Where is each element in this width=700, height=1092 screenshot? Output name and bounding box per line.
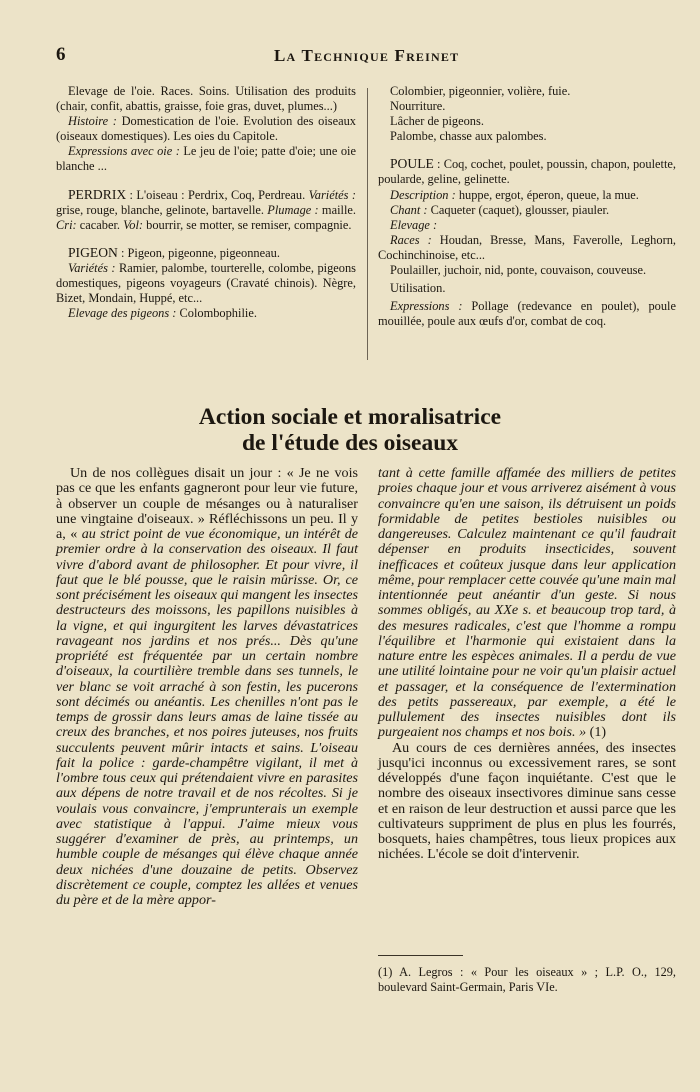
glossary-text: Domestication de l'oie. Evolution des oiseaux (oiseaux domestiques). Les oies du Capitole. bbox=[56, 114, 356, 144]
glossary-label: Variétés : bbox=[68, 260, 116, 275]
glossary-text: Houdan, Bresse, Mans, Faverolle, Leghorn, Cochinchinoise, etc... bbox=[378, 232, 676, 262]
glossary-label: Vol: bbox=[123, 217, 144, 232]
glossary-text: Lâcher de pigeons. bbox=[390, 114, 484, 129]
glossary-label: Plumage : bbox=[267, 202, 319, 217]
article-title-line: Action sociale et moralisatrice bbox=[198, 404, 502, 430]
glossary-subentry bbox=[56, 245, 356, 261]
glossary-text: Le jeu de l'oie; patte d'oie; une oie blanche ... bbox=[56, 144, 356, 174]
glossary-text: : Coq, cochet, poulet, poussin, chapon, poulette, poularde, geline, gelinette. bbox=[378, 157, 676, 187]
footnote: (1) A. Legros : « Pour les oiseaux » ; L.P. O., 129, boulevard Saint-Germain, Paris VIe. bbox=[378, 965, 676, 994]
article-right-column bbox=[378, 466, 676, 863]
glossary-entry-perdrix bbox=[56, 187, 356, 233]
glossary-label: Expressions : bbox=[390, 299, 463, 314]
glossary-text: Elevage de l'oie. Races. Soins. Utilisation des produits (chair, confit, abattis, graisse, foie gras, duvet, plumes...) bbox=[56, 84, 356, 114]
glossary-subentry bbox=[378, 203, 676, 218]
glossary-text: Colombier, pigeonnier, volière, fuie. bbox=[390, 84, 571, 98]
glossary-label: Histoire : bbox=[68, 114, 117, 129]
article-left-column bbox=[56, 466, 358, 908]
footnote-reference: (1) bbox=[589, 724, 607, 741]
glossary-text: cacaber. bbox=[76, 217, 124, 232]
glossary-subentry bbox=[56, 114, 356, 144]
glossary-entry-poule bbox=[378, 156, 676, 329]
glossary-text: : L'oiseau : Perdrix, Coq, Perdreau. bbox=[126, 187, 309, 202]
glossary-text: Nourriture. bbox=[390, 99, 446, 114]
glossary-text: maille. bbox=[318, 202, 356, 217]
article-paragraph bbox=[378, 466, 676, 741]
glossary-label: Chant : bbox=[390, 202, 428, 217]
glossary-left-column bbox=[56, 84, 356, 333]
glossary-label: Elevage : bbox=[390, 217, 438, 232]
glossary-label: Elevage des pigeons : bbox=[68, 306, 177, 321]
article-quote: au strict point de vue économique, un intérêt de premier ordre à la conservation des oiseaux. Il faut vivre d'abord avant de philosopher. Et pour vivre, il faut que le blé pousse, que le raisin mûrisse. Or, ce sont précisément les oiseaux qui mangent les insectes destructeurs des moissons, les papillons nuisibles à la vigne, et qui ingurgitent les larves dévastatrices ravageant nos jardins et nos prés... Dès qu'une propriété est fréquentée par un certain nombre d'oiseaux, la courtilière tremble dans ses tunnels, le ver blanc se voit arraché à son festin, les pucerons sont décimés ou anéantis. Les chenilles n'ont pas le temps de grossir dans leurs amas de laine tissée au creux des branches, et nos poires juteuses, nos fruits succulents peuvent mûrir intacts et sains. L'oiseau fait la police : garde-champêtre vigilant, il met à l'ombre tous ceux qui prétendaient vivre en parasites aux dépens de notre travail et de nos récoltes. Si je voulais vous convaincre, j'emprunterais un exemple avec statistique à l'appui. J'aime mieux vous suggérer d'examiner de près, au printemps, un humble couple de mésanges qui élève chaque année deux nichées d'une douzaine de petits. Observez discrètement ce couple, comptez les allées et venues du père et de la mère appor- bbox=[56, 526, 359, 908]
glossary-subentry bbox=[56, 187, 356, 233]
glossary-subentry bbox=[378, 156, 676, 187]
glossary-entry-oie bbox=[56, 84, 356, 175]
glossary-subentry bbox=[56, 306, 356, 321]
glossary-subentry bbox=[56, 144, 356, 174]
glossary-subentry bbox=[378, 299, 676, 329]
glossary-label: Expressions avec oie : bbox=[68, 144, 180, 159]
page-number: 6 bbox=[56, 44, 66, 65]
article-paragraph bbox=[56, 466, 358, 908]
glossary-label: Description : bbox=[390, 187, 456, 202]
article-quote: tant à cette famille affamée des milliers de petites proies chaque jour et vous arriverez aisément à vous convaincre qu'en une saison, ils détruisent un poids formidable de petites bestioles nuisibles ou dangereuses. Calculez maintenant ce qu'il faudrait dépenser en produits insecticides, souvent inefficaces et coûteux jusque dans leur application même, pour remplacer cette couvée qu'une main mal intentionnée peut anéantir d'un geste. Si nous sommes obligés, au XXe s. et beaucoup trop tard, à des mesures radicales, c'est que l'homme a rompu l'équilibre et l'harmonie qui existaient dans la nature entre les espèces animales. Il a perdu de vue une utilité lointaine pour ne voir qu'un plaisir actuel et passager, et la conséquence de l'extermination des petits passereaux, par exemple, a été le pullulement des insectes nuisibles dont ils purgeaient nos champs et nos bois. » bbox=[378, 465, 676, 741]
glossary-subentry bbox=[378, 233, 676, 263]
article-paragraph: Au cours de ces dernières années, des insectes jusqu'ici inconnus ou excessivement rares, se sont développés d'une façon inquiétante. C'est que le nombre des oiseaux insectivores diminue sans cesse et en raison de leur destruction et aussi parce que les cultivateurs suppriment de plus en plus les fourrés, bosquets, haies champêtres, tous lieux propices aux nichées. L'école se doit d'intervenir. bbox=[378, 739, 676, 863]
glossary-label: Variétés : bbox=[308, 187, 356, 202]
glossary-label: Cri: bbox=[56, 217, 77, 232]
glossary-right-column bbox=[378, 84, 676, 341]
glossary-text: Caqueter (caquet), glousser, piauler. bbox=[427, 202, 610, 217]
article-title bbox=[56, 404, 644, 456]
glossary-text: Palombe, chasse aux palombes. bbox=[390, 129, 547, 144]
glossary-text: grise, rouge, blanche, gelinote, bartavelle. bbox=[56, 202, 268, 217]
glossary-subentry bbox=[56, 261, 356, 306]
glossary-subentry bbox=[378, 218, 676, 233]
glossary-subentry bbox=[378, 188, 676, 203]
article-text: Un de nos collègues disait un jour : « Je ne vois pas ce que les enfants gagneront pour leur vie future, à observer un couple de mésanges ou à naturaliser une vingtaine d'oiseaux. » Réfléchissons un peu. Il y a, « bbox=[56, 465, 358, 542]
glossary-text: Pollage (redevance en poulet), poule mouillée, poule aux œufs d'or, combat de coq. bbox=[378, 299, 676, 329]
glossary-label: Races : bbox=[390, 232, 432, 247]
glossary-entry-pigeon-continued bbox=[378, 84, 676, 144]
glossary-keyword: POULE bbox=[390, 156, 434, 172]
glossary-text: : Pigeon, pigeonne, pigeonneau. bbox=[117, 245, 280, 260]
glossary-text: Utilisation. bbox=[390, 281, 446, 296]
glossary-entry-pigeon bbox=[56, 245, 356, 321]
running-title: La Technique Freinet bbox=[274, 46, 460, 65]
glossary-text: Ramier, palombe, tourterelle, colombe, pigeons domestiques, pigeons voyageurs (Cravaté chinois). Nègre, Bizet, Mondain, Huppé, etc... bbox=[56, 260, 356, 306]
glossary-text: huppe, ergot, éperon, queue, la mue. bbox=[455, 187, 639, 202]
column-divider bbox=[367, 88, 368, 360]
footnote-divider bbox=[378, 955, 463, 956]
article-title-line: de l'étude des oiseaux bbox=[241, 430, 459, 456]
glossary-keyword: PIGEON bbox=[68, 244, 118, 260]
glossary-text: bourrir, se motter, se remiser, compagnie. bbox=[143, 217, 352, 232]
glossary-text: Colombophilie. bbox=[176, 306, 257, 321]
glossary-keyword: PERDRIX bbox=[68, 186, 127, 202]
page-header bbox=[56, 44, 644, 70]
glossary-text: Poulailler, juchoir, nid, ponte, couvaison, couveuse. bbox=[390, 263, 647, 278]
